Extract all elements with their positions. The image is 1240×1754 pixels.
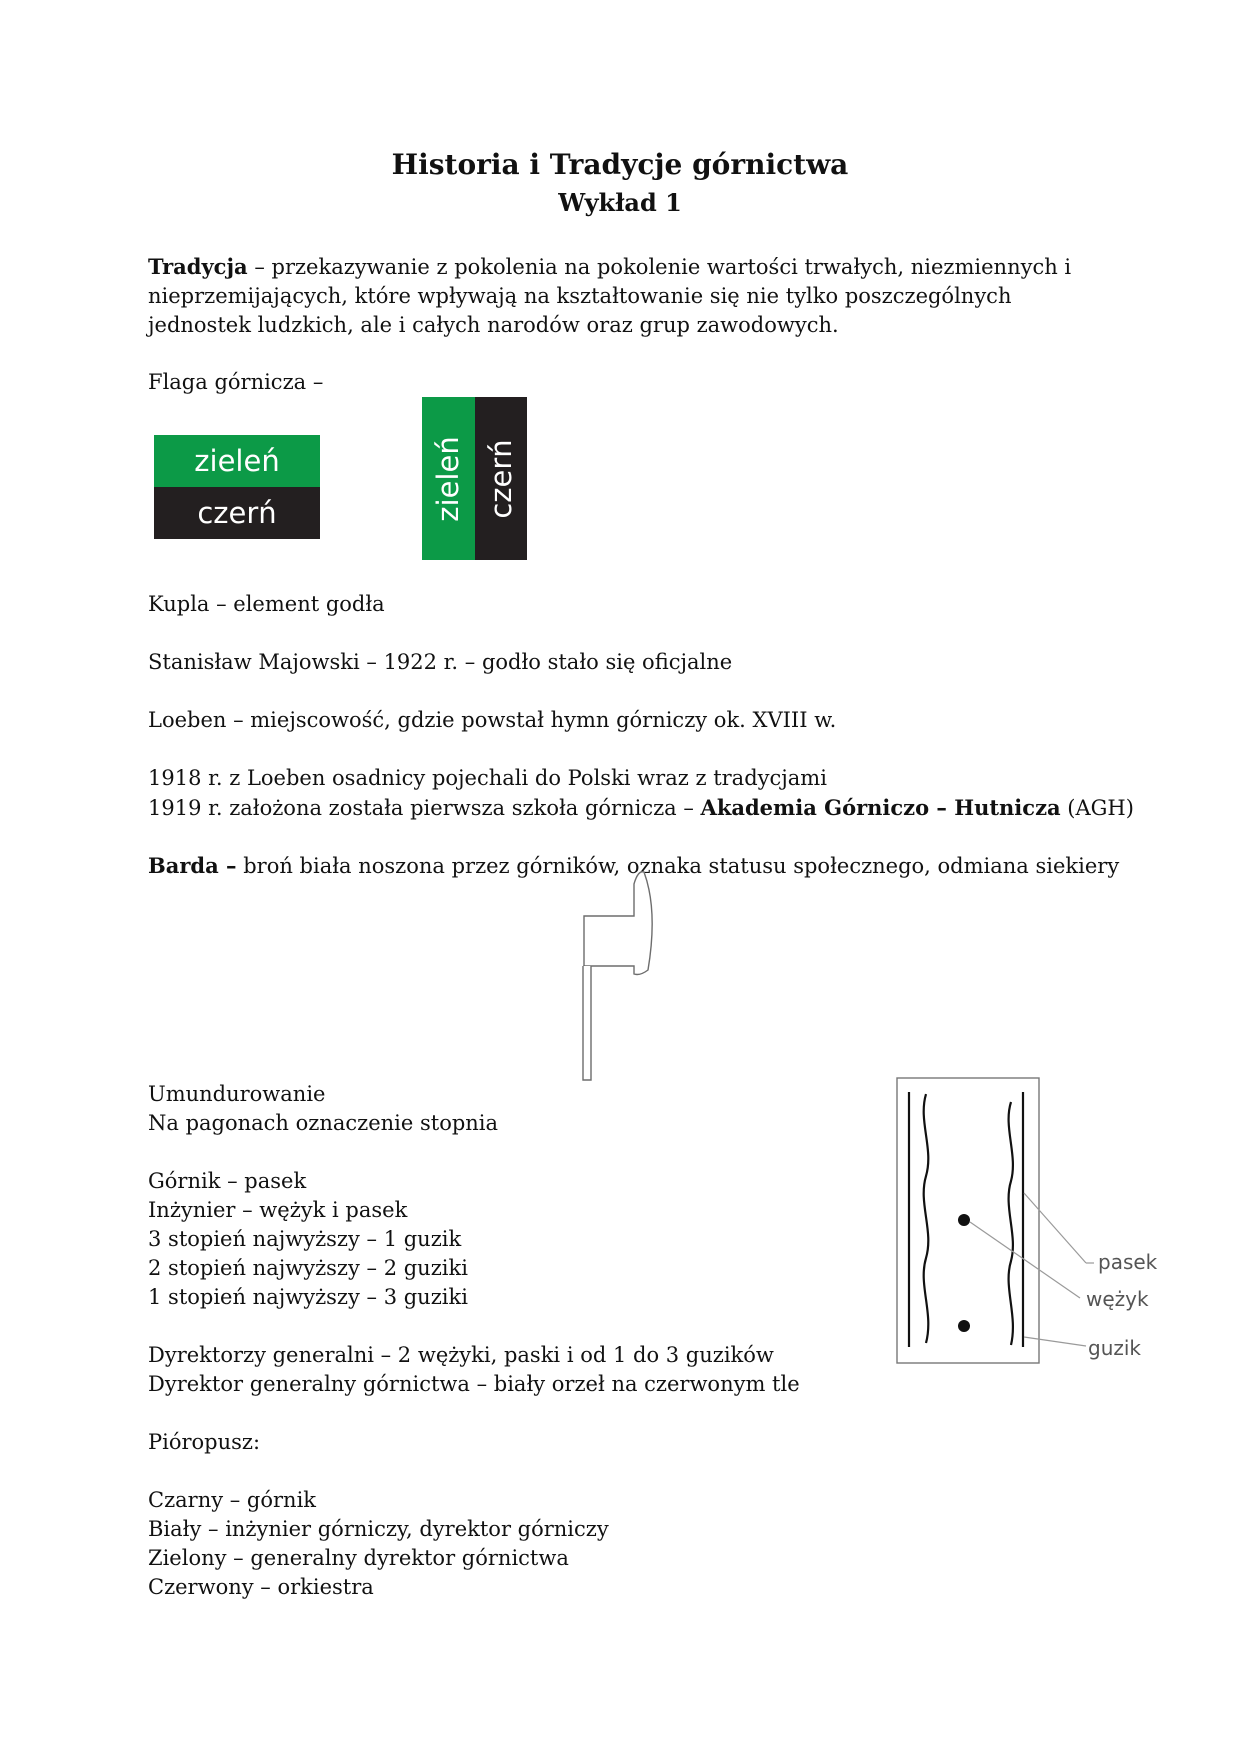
flag-vertical-black-label: czerń xyxy=(483,438,518,519)
school-prefix: 1919 r. założona została pierwsza szkoła górnicza – xyxy=(148,796,701,820)
plume-title: Pióropusz: xyxy=(148,1430,261,1454)
flag-black-band xyxy=(154,487,320,539)
barda-axe-drawing xyxy=(560,870,680,1085)
uniform-epaulette: Na pagonach oznaczenie stopnia xyxy=(148,1111,499,1135)
kupla-line: Kupla – element godła xyxy=(148,592,385,616)
document-subtitle: Wykład 1 xyxy=(558,188,682,217)
flag-vertical xyxy=(422,397,527,560)
majowski-line: Stanisław Majowski – 1922 r. – godło stało się oficjalne xyxy=(148,650,733,674)
rank-line: 2 stopień najwyższy – 2 guziki xyxy=(148,1256,468,1280)
director-line: Dyrektor generalny górnictwa – biały orzeł na czerwonym tle xyxy=(148,1372,800,1396)
plume-item: Zielony – generalny dyrektor górnictwa xyxy=(148,1546,569,1570)
plume-item: Biały – inżynier górniczy, dyrektor górniczy xyxy=(148,1517,609,1541)
rank-line: Górnik – pasek xyxy=(148,1169,307,1193)
uniform-title: Umundurowanie xyxy=(148,1082,326,1106)
settlers-line: 1918 r. z Loeben osadnicy pojechali do Polski wraz z tradycjami xyxy=(148,766,827,790)
tradycja-definition xyxy=(148,252,1088,340)
school-line xyxy=(148,793,1134,823)
document-title: Historia i Tradycje górnictwa xyxy=(391,148,849,181)
flag-vertical-green-label: zieleń xyxy=(431,435,466,522)
school-name: Akademia Górniczo – Hutnicza xyxy=(700,795,1061,820)
flag-label: Flaga górnicza – xyxy=(148,370,324,394)
epaulette-diagram xyxy=(890,1075,1180,1370)
school-suffix: (AGH) xyxy=(1060,796,1134,820)
button-label: guzik xyxy=(1088,1336,1142,1360)
stripe-label: pasek xyxy=(1098,1250,1158,1274)
rank-line: Inżynier – wężyk i pasek xyxy=(148,1198,408,1222)
barda-term: Barda – xyxy=(148,853,237,878)
tradycja-term: Tradycja xyxy=(148,254,248,279)
flag-horizontal xyxy=(154,435,320,539)
director-line: Dyrektorzy generalni – 2 wężyki, paski i od 1 do 3 guzików xyxy=(148,1343,774,1367)
snake-label: wężyk xyxy=(1086,1287,1149,1311)
rank-line: 3 stopień najwyższy – 1 guzik xyxy=(148,1227,462,1251)
button-dot xyxy=(958,1214,970,1226)
loeben-line: Loeben – miejscowość, gdzie powstał hymn górniczy ok. XVIII w. xyxy=(148,708,837,732)
tradycja-text: – przekazywanie z pokolenia na pokolenie wartości trwałych, niezmiennych i nieprzemijających, które wpływają na kształtowanie się nie tylko poszczególnych jednostek ludzkich, ale i całych narodów oraz grup zawodowych. xyxy=(148,255,1072,337)
flag-green-band xyxy=(154,435,320,487)
flag-vertical-green-band xyxy=(422,397,475,560)
flag-black-label: czerń xyxy=(197,496,277,530)
flag-green-label: zieleń xyxy=(194,444,280,478)
plume-item: Czarny – górnik xyxy=(148,1488,317,1512)
barda-text: broń biała noszona przez górników, oznaka statusu społecznego, odmiana siekiery xyxy=(236,854,1120,878)
button-dot xyxy=(958,1320,970,1332)
plume-item: Czerwony – orkiestra xyxy=(148,1575,374,1599)
rank-line: 1 stopień najwyższy – 3 guziki xyxy=(148,1285,468,1309)
flag-vertical-black-band xyxy=(475,397,528,560)
